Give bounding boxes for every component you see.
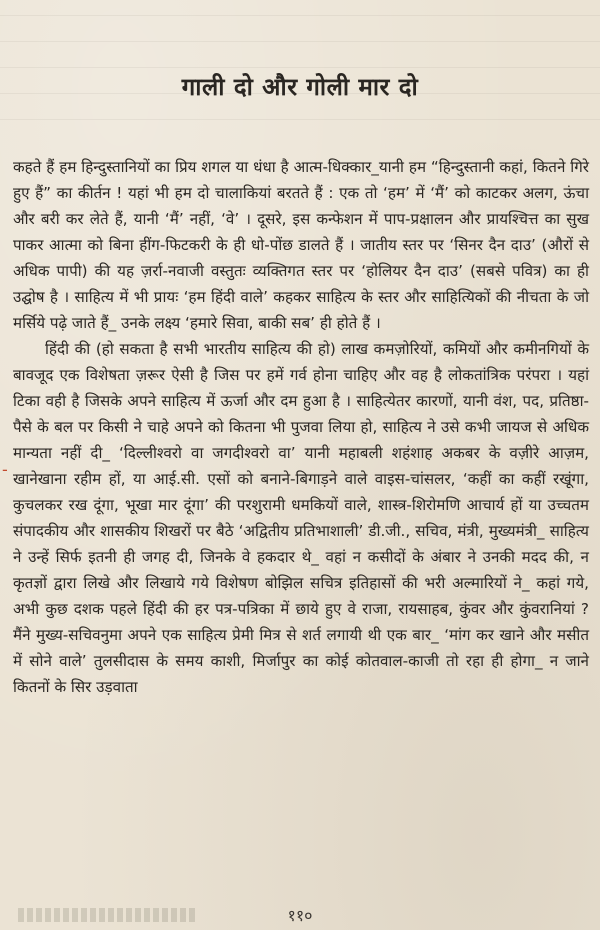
chapter-title: गाली दो और गोली मार दो [181,73,419,101]
paragraph-2: हिंदी की (हो सकता है सभी भारतीय साहित्य की हो) लाख कमज़ोरियों, कमियों और कमीनगियों के बावजूद एक विशेषता ज़रूर ऐसी है जिस पर हमें गर्व होना चाहिए और वह है लोकतांत्रिक परंपरा । यहां टिका वही है जिसके अपने साहित्य में ऊर्जा और दम हुआ है । साहित्येतर कारणों, यानी वंश, पद, प्रतिष्ठा-पैसे के बल पर किसी ने चाहे अपने को कितना भी पुजवा लिया हो, साहित्य ने उसे कभी जायज से अधिक मान्यता नहीं दी_ ‘दिल्लीश्वरो वा जगदीश्वरो वा’ यानी महाबली शहंशाह अकबर के वज़ीरे आज़म, खानेखाना रहीम हों, या आई.सी. एसों को बनाने-बिगाड़ने वाले वाइस-चांसलर, ‘कहीं का कहीं रखूंगा, कुचलकर रख दूंगा, भूखा मार दूंगा’ की परशुरामी धमकियों वाले, शास्त्र-शिरोमणि आचार्य हों या उच्चतम संपादकीय और शासकीय शिखरों पर बैठे ‘अद्वितीय प्रतिभाशाली’ डी.जी., सचिव, मंत्री, मुख्यमंत्री_ साहित्य ने उन्हें सिर्फ इतनी ही जगह दी, जिनके वे हकदार थे_ वहां न कसीदों के अंबार ने उनकी मदद की, न कृतज्ञों द्वारा लिखे और लिखाये गये विशेषण बोझिल सचित्र इतिहासों की भरी अल्मारियों ने_ कहां गये, अभी कुछ दशक पहले हिंदी की हर पत्र-पत्रिका में छाये हुए वे राजा, रायसाहब, कुंवर और कुंवरानियां ? मैंने मुख्य-सचिवनुमा अपने एक साहित्य प्रेमी मित्र से शर्त लगायी थी एक बार_ ‘मांग कर खाने और मसीत में सोने वाले’ तुलसीदास के समय काशी, मिर्जापुर का कोई कोतवाल-काजी तो रहा ही होगा_ न जाने कितनों के सिर उड़वाता [13,340,589,696]
margin-pencil-mark: - [2,460,8,479]
paragraph-1: कहते हैं हम हिन्दुस्तानियों का प्रिय शगल या धंधा है आत्म-धिक्कार_यानी हम “हिन्दुस्तानी कहां, कितने गिरे हुए हैं” का कीर्तन ! यहां भी हम दो चालाकियां बरतते हैं : एक तो ‘हम’ में ‘मैं’ को काटकर अलग, ऊंचा और बरी कर लेते हैं, यानी ‘मैं’ नहीं, ‘वे’ । दूसरे, इस कन्फेशन में पाप-प्रक्षालन और प्रायश्चित्त का सुख पाकर आत्मा को बिना हींग-फिटकरी के ही धो-पोंछ डालते हैं । जातीय स्तर पर ‘सिनर दैन दाउ’ (औरों से अधिक पापी) की यह ज़र्रा-नवाजी वस्तुतः व्यक्तिगत स्तर पर ‘होलियर दैन दाउ’ (सबसे पवित्र) का ही उद्घोष है । साहित्य में भी प्रायः ‘हम हिंदी वाले’ कहकर साहित्य के स्तर और साहित्यिकों की नीचता के जो मर्सिये पढ़े जाते हैं_ उनके लक्ष्य ‘हमारे सिवा, बाकी सब’ ही होते हैं । [13,158,589,332]
page-number: ११० [287,906,313,925]
body-text [13,154,589,700]
